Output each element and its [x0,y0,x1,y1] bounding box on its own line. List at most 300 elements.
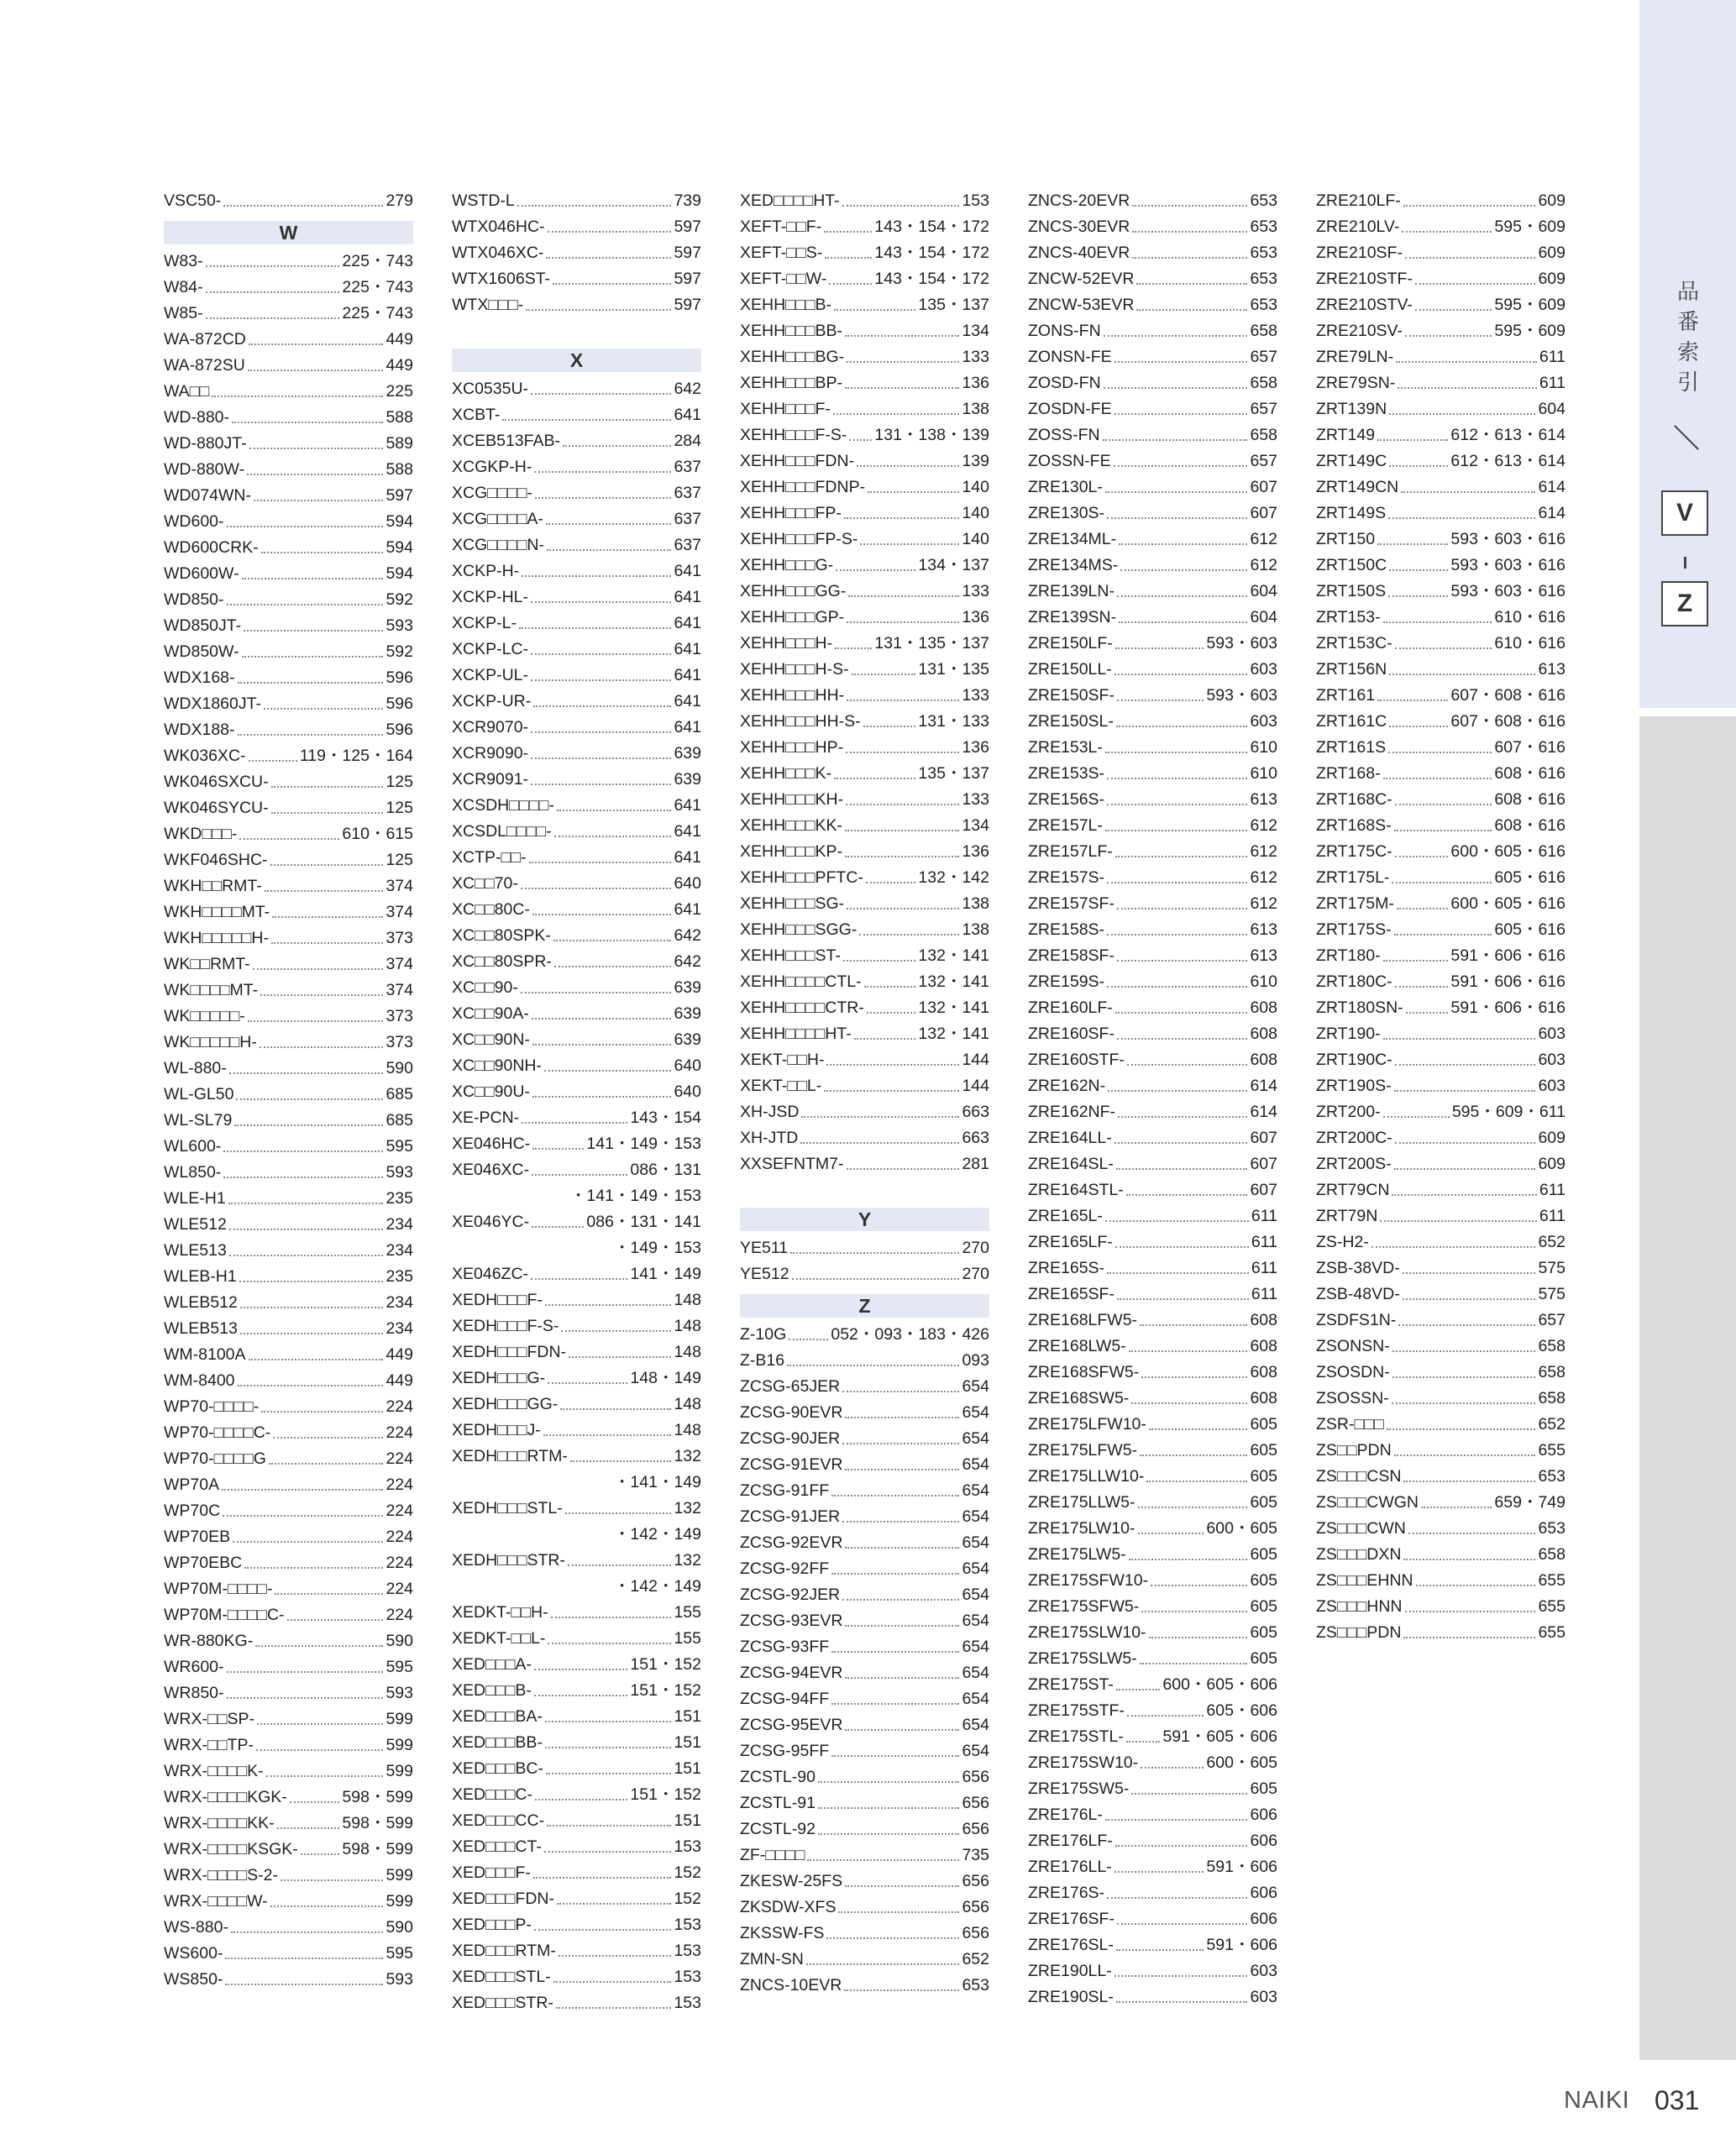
dot-leader [1421,1507,1492,1508]
dot-leader [787,1365,959,1366]
part-number: XEDH□□□STR- [452,1551,566,1570]
part-number: ZRE162N- [1028,1077,1106,1095]
dot-leader [1146,1481,1247,1482]
part-number: ZCSG-90JER [740,1429,841,1448]
page-reference: 641 [674,614,701,632]
part-number: ZRT150S [1316,582,1387,600]
page-reference: 656 [962,1872,989,1890]
page-reference: 637 [674,484,701,502]
page-reference: 604 [1250,582,1277,600]
index-entry [164,1004,413,1030]
dot-leader [234,1124,383,1126]
index-entry [452,1652,701,1678]
part-number: ZCSG-65JER [740,1377,841,1396]
page-reference: 654 [962,1403,989,1422]
dot-leader [545,1721,672,1722]
dot-leader [1403,1637,1535,1638]
page-reference: 224 [385,1475,413,1494]
page-reference: 592 [385,590,413,609]
part-number: WLE513 [164,1241,227,1260]
dot-leader [225,1958,383,1959]
index-entry [1028,657,1277,683]
part-number: ZRT149S [1316,504,1387,522]
part-number: ZCSTL-91 [740,1794,816,1812]
dot-leader [545,1304,672,1306]
page-reference: 604 [1250,608,1277,626]
part-number: ZCSG-91FF [740,1481,830,1500]
page-reference: 605 [1250,1597,1277,1616]
part-number: ZCSG-92EVR [740,1533,843,1552]
part-number: ZCSG-95FF [740,1742,830,1760]
page-reference: 596 [385,668,413,687]
dot-leader [845,1417,959,1418]
page-reference: 143・154・172 [874,244,989,262]
page-reference: 658 [1250,374,1277,392]
dot-leader [847,908,959,909]
part-number: XCKP-H- [452,562,520,580]
part-number: WL-GL50 [164,1085,234,1103]
dot-leader [1394,934,1492,936]
part-number: ZRE164SL- [1028,1155,1114,1173]
part-number: ZRT153- [1316,608,1381,626]
index-entry [1028,344,1277,370]
part-number: XEHH□□□H-S- [740,660,849,679]
page-reference: 604 [1538,400,1566,418]
part-number: ZRT149CN [1316,478,1399,496]
dot-leader [1392,1376,1536,1378]
part-number: ZRE175LFW5- [1028,1441,1138,1460]
part-number: ZCSG-91JER [740,1507,841,1526]
page-reference: 151 [674,1733,701,1752]
part-number: XED□□□STL- [452,1968,551,1986]
page-reference: 612 [1250,868,1277,887]
index-entry [1316,422,1566,448]
index-entry [452,1131,701,1157]
dot-leader [1116,726,1248,727]
part-number: ZRE175SW5- [1028,1779,1130,1798]
part-number: ZSOSSN- [1316,1389,1389,1407]
index-entry [740,1842,989,1869]
page-reference: 606 [1250,1910,1277,1928]
index-entry [164,1264,413,1290]
part-number: WD-880JT- [164,434,247,453]
dot-leader [838,1911,959,1913]
part-number: WDX188- [164,721,235,739]
index-entry [740,1322,989,1348]
page-reference: 153 [962,191,989,210]
index-entry [164,431,413,457]
dot-leader [535,1799,627,1800]
index-entry [452,1496,701,1522]
index-entry [740,1400,989,1426]
dot-leader [561,1330,671,1332]
dot-leader [1107,986,1247,988]
dot-leader [1396,361,1537,363]
part-number: XEHH□□□KH- [740,790,844,809]
index-entry [1028,865,1277,891]
page-reference: 642 [674,926,701,945]
page-reference: 373 [385,1007,413,1025]
part-number: W83- [164,252,203,270]
dot-leader [1151,1585,1247,1586]
sidebar-section-label: 品 番 索 引 [1676,280,1699,396]
dot-leader [818,1833,960,1835]
dot-leader [1387,1428,1536,1430]
page-reference: 611 [1539,1207,1566,1225]
page-reference: 589 [385,434,413,453]
index-entry [740,1426,989,1452]
page-reference: 590 [385,1632,413,1650]
page-reference: 655 [1538,1623,1566,1642]
index-entry [452,1053,701,1079]
part-number: XCG□□□□- [452,484,532,502]
index-entry [1028,1308,1277,1334]
page-reference: 151・152 [630,1655,701,1674]
dot-leader [1116,1168,1248,1170]
part-number: XEFT-□□S- [740,244,823,262]
index-entry [164,275,413,301]
part-number: WD850W- [164,642,239,661]
part-number: XED□□□CC- [452,1811,545,1830]
index-entry [1316,1255,1566,1282]
page-reference: 593 [385,1163,413,1182]
part-number: ZCSG-92JER [740,1586,841,1604]
dot-leader [847,700,959,701]
index-entry [452,767,701,793]
dot-leader [1115,856,1248,857]
part-number: WP70C [164,1502,221,1520]
dot-leader [1392,1194,1536,1196]
part-number: ZRT79CN [1316,1181,1390,1199]
part-number: XEHH□□□KK- [740,816,843,835]
page-reference: 224 [385,1580,413,1598]
page-reference: 657 [1538,1311,1566,1329]
page-reference: 595 [385,1944,413,1963]
dot-leader [543,1434,672,1436]
dot-leader [842,205,960,207]
part-number: XCG□□□□A- [452,510,543,528]
page-reference: 224 [385,1397,413,1416]
part-number: WD850- [164,590,224,609]
dot-leader [206,317,340,319]
dot-leader [254,500,383,501]
index-entry [1316,1021,1566,1047]
page-reference: 598・599 [342,1840,413,1858]
index-entry [740,1099,989,1125]
index-entry [164,1160,413,1186]
page-reference: 735 [962,1846,989,1864]
page-reference: 153 [674,1968,701,1986]
index-entry [740,344,989,370]
index-entry [164,847,413,873]
page-reference: 610 [1250,738,1277,757]
page-reference: 653 [1250,191,1277,210]
dot-leader [1140,1663,1248,1664]
part-number: WTX□□□- [452,296,524,314]
index-entry [740,1790,989,1816]
index-entry [1316,1386,1566,1412]
part-number: WKD□□□- [164,825,238,843]
page-reference: 140 [962,478,989,496]
part-number: ZRE130L- [1028,478,1103,496]
dot-leader [266,1775,384,1777]
dot-leader [826,1064,959,1066]
part-number: ZS□□PDN [1316,1441,1392,1460]
part-number: XED□□□CT- [452,1837,542,1856]
dot-leader [857,465,959,467]
index-entry [740,1235,989,1261]
index-entry [164,1186,413,1212]
page-reference: 641 [674,796,701,815]
page-reference: 603 [1250,1988,1277,2006]
index-entry [1316,761,1566,787]
page-reference: 611 [1539,374,1566,392]
dot-leader [273,1437,383,1439]
index-entry [740,1021,989,1047]
index-entry [164,639,413,665]
page-reference: 235 [385,1189,413,1208]
index-entry [740,969,989,995]
dot-leader [271,812,384,814]
index-entry [452,689,701,715]
part-number: ZRE190SL- [1028,1988,1114,2006]
dot-leader [1405,1611,1536,1612]
page-reference: 600・605・606 [1162,1675,1277,1694]
index-entry [740,474,989,501]
dot-leader [866,882,916,883]
part-number: WP70-□□□□G [164,1449,266,1468]
index-entry [1316,735,1566,761]
index-column-3 [740,188,989,1999]
dot-leader [249,448,384,449]
index-entry [452,611,701,637]
page-reference: 641 [674,666,701,684]
dot-leader [859,934,959,936]
dot-leader [239,1281,384,1282]
index-entry [1028,1724,1277,1750]
page-reference: 609 [1538,270,1566,288]
page-reference: 641 [674,406,701,424]
index-entry [164,795,413,821]
page-reference: 593・603 [1206,634,1277,653]
part-number: ZRE175STL- [1028,1727,1124,1746]
part-number: ZRE156S- [1028,790,1105,809]
page-reference: 374 [385,877,413,895]
part-number: ZRE160STF- [1028,1051,1125,1069]
index-entry [164,613,413,639]
part-number: XEHH□□□GP- [740,608,845,626]
page-reference: 598・599 [342,1788,413,1806]
page-reference: 597 [674,296,701,314]
index-entry [1316,631,1566,657]
index-entry-continuation [452,1470,701,1496]
part-number: XEHH□□□K- [740,764,832,783]
dot-leader [1403,1298,1536,1300]
page-reference: 155 [674,1629,701,1648]
part-number: XED□□□□HT- [740,191,840,210]
index-entry [164,769,413,795]
dot-leader [1108,1090,1247,1092]
part-number: ZS□□□PDN [1316,1623,1402,1642]
dot-leader [559,1955,672,1957]
dot-leader [227,526,384,527]
part-number: ZSOSDN- [1316,1363,1390,1381]
index-entry [452,1261,701,1287]
page-reference: 133 [962,790,989,809]
part-number: ZRE160LF- [1028,998,1113,1017]
dot-leader [1104,335,1248,337]
part-number: ZRE175LW5- [1028,1545,1126,1564]
index-entry [740,839,989,865]
dot-leader [1115,1246,1249,1248]
index-entry [1316,813,1566,839]
index-entry [740,943,989,969]
dot-leader [1115,361,1248,363]
dot-leader [1402,231,1492,233]
page-reference: 657 [1250,348,1277,366]
part-number: XC□□90- [452,978,518,997]
part-number: WL-SL79 [164,1111,233,1130]
index-entry [740,1374,989,1400]
dot-leader [1416,1585,1536,1586]
index-entry [740,1895,989,1921]
index-entry [1028,1828,1277,1854]
part-number: ZRE150LL- [1028,660,1112,679]
part-number: ZS□□□EHNN [1316,1571,1413,1590]
index-entry [164,1290,413,1316]
part-number: ZS□□□CSN [1316,1467,1402,1486]
part-number: XED□□□BC- [452,1759,544,1778]
part-number: ZRE165L- [1028,1207,1103,1225]
part-number: ZCSG-93FF [740,1638,830,1656]
dot-leader [1415,309,1492,311]
dot-leader [238,1385,384,1386]
page-reference: 593・603 [1206,686,1277,705]
page-reference: 597 [674,244,701,262]
page-reference: 132・141 [918,1025,989,1043]
index-entry [164,1759,413,1785]
page-reference: 613 [1250,946,1277,965]
dot-leader [1401,491,1535,493]
index-entry [1316,1125,1566,1151]
dot-leader [239,838,339,840]
dot-leader [846,804,959,805]
dot-leader [261,1411,383,1413]
index-entry [164,665,413,691]
part-number: WD-880W- [164,460,245,479]
dot-leader [534,1669,627,1670]
dot-leader [1405,335,1492,337]
page-reference: 135・137 [918,296,989,314]
index-entry [1316,657,1566,683]
dot-leader [242,578,384,579]
index-entry [1028,1620,1277,1646]
part-number: XEHH□□□BG- [740,348,845,366]
page-reference: 591・606 [1206,1858,1277,1876]
page-reference: 591・605・606 [1162,1727,1277,1746]
dot-leader [842,1599,959,1601]
part-number: ZKESW-25FS [740,1872,843,1890]
dot-leader [789,1339,828,1340]
index-entry-continuation [452,1235,701,1261]
index-entry [452,1912,701,1938]
index-entry [164,743,413,769]
page-reference: 607・608・616 [1450,712,1566,731]
page-reference: 652 [962,1950,989,1968]
part-number: XE046ZC- [452,1265,529,1283]
part-number: WLE-H1 [164,1189,226,1208]
dot-leader [1117,960,1248,962]
index-entry [1028,1073,1277,1099]
page-reference: 654 [962,1664,989,1682]
page-reference: 590 [385,1918,413,1937]
index-entry [1028,553,1277,579]
page-reference: 224 [385,1449,413,1468]
part-number: ZCSG-90EVR [740,1403,843,1422]
part-number: WP70A [164,1475,220,1494]
index-entry [1316,188,1566,214]
index-entry [164,1342,413,1368]
part-number: ZRE176LF- [1028,1832,1113,1850]
page-reference: 374 [385,981,413,999]
dot-leader [1107,517,1247,519]
dot-leader [227,1697,384,1699]
index-entry [1028,1984,1277,2010]
sidebar-tab-inactive [1639,716,1736,2060]
index-entry [740,422,989,448]
part-number: XE-PCN- [452,1109,520,1127]
dot-leader [825,257,872,259]
page-reference: 612 [1250,842,1277,861]
part-number: YE512 [740,1265,789,1283]
part-number: ZCSG-94FF [740,1690,830,1708]
part-number: ZRT168- [1316,764,1381,783]
page-reference: 151・152 [630,1785,701,1804]
dot-leader [532,1096,672,1098]
page-reference: 591・606・616 [1450,972,1566,991]
dot-leader [249,343,384,345]
dot-leader [845,830,959,831]
index-entry [1028,1229,1277,1255]
page-reference: 641 [674,822,701,841]
page-reference: 595・609 [1494,296,1566,314]
index-entry [452,1730,701,1756]
part-number: XED□□□BA- [452,1707,543,1726]
dot-leader [1392,1350,1536,1352]
part-number: ZCSG-92FF [740,1559,830,1578]
page-reference: 132・141 [918,972,989,991]
part-number: XCKP-LC- [452,640,529,658]
index-entry [452,1548,701,1574]
page-reference: 148 [674,1421,701,1439]
dot-leader [845,1729,959,1731]
page-reference: 125 [385,851,413,869]
page-reference: 641 [674,692,701,710]
index-entry [1028,448,1277,474]
part-number: XEHH□□□GG- [740,582,847,600]
index-entry [164,978,413,1004]
part-number: XCTP-□□- [452,848,527,867]
part-number: ZRE175SLW10- [1028,1623,1146,1642]
dot-leader [1383,621,1492,623]
part-number: XCR9090- [452,744,529,763]
dot-leader [863,726,916,727]
part-number: ZRE175ST- [1028,1675,1114,1694]
dot-leader [277,1827,340,1829]
page-reference: 656 [962,1924,989,1942]
page-reference: 151 [674,1707,701,1726]
page-reference: 605・616 [1494,868,1566,887]
